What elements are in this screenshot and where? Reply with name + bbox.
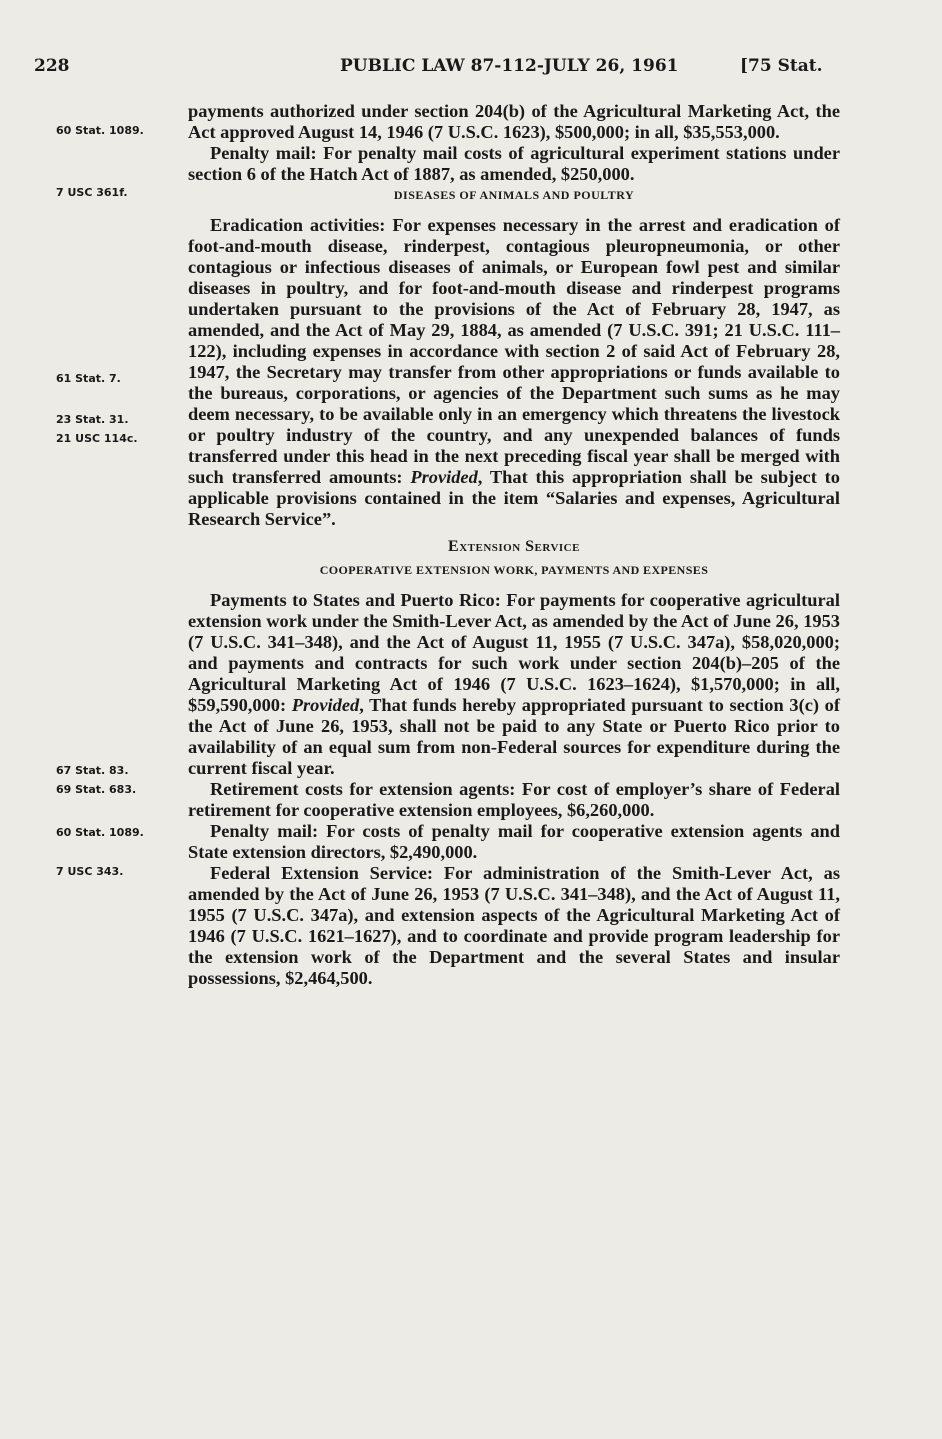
margin-note: 7 USC 361f. [56, 186, 128, 199]
provided-italic: Provided [291, 695, 360, 715]
margin-note: 61 Stat. 7. [56, 372, 121, 385]
paragraph-retirement-costs: Retirement costs for extension agents: For cost of employer’s share of Federal retirement for cooperative extension employees, $6,260,000. [188, 779, 840, 820]
margin-note: 69 Stat. 683. [56, 783, 137, 796]
page-header [0, 56, 942, 80]
body-text [188, 101, 840, 989]
statute-volume: [75 Stat. [740, 56, 823, 76]
payments-text-a: Payments to States and Puerto Rico: For payments for cooperative agricultural extension work under the Smith-Lever Act, as amended by the Act of June 26, 1953 (7 U.S.C. 341–348), and the Act of August 11, 1955 (7 U.S.C. 347a), $58,020,000; and payments and contracts for such work under section 204(b)–205 of the Agricultural Marketing Act of 1946 (7 U.S.C. 1623–1624), $1,570,000; in all, $59,590,000: [188, 590, 840, 715]
margin-note: 21 USC 114c. [56, 432, 138, 445]
page-number: 228 [34, 56, 70, 76]
eradication-text-a: Eradication activities: For expenses necessary in the arrest and eradication of foot-and-mouth disease, rinderpest, contagious pleuropneumonia, or other contagious or infectious diseases of animals, or European fowl pest and similar diseases in poultry, and for foot-and-mouth disease and rinderpest programs undertaken pursuant to the provisions of the Act of February 28, 1947, as amended, and the Act of May 29, 1884, as amended (7 U.S.C. 391; 21 U.S.C. 111–122), including expenses in accordance with section 2 of said Act of February 28, 1947, the Secretary may transfer from other appropriations or funds available to the bureaus, corporations, or agencies of the Department such sums as he may deem necessary, to be available only in an emergency which threatens the livestock or poultry industry of the country, and any unexpended balances of funds transferred under this head in the next preceding fiscal year shall be merged with such transferred amounts: [188, 215, 840, 487]
provided-italic: Provided [410, 467, 478, 487]
margin-note: 23 Stat. 31. [56, 413, 129, 426]
paragraph-federal-extension-service: Federal Extension Service: For administration of the Smith-Lever Act, as amended by the Act of June 26, 1953 (7 U.S.C. 341–348), and the Act of August 11, 1955 (7 U.S.C. 347a), and extension aspects of the Agricultural Marketing Act of 1946 (7 U.S.C. 1621–1627), and to coordinate and provide program leadership for the extension work of the Department and the several States and insular possessions, $2,464,500. [188, 863, 840, 988]
margin-note: 67 Stat. 83. [56, 764, 129, 777]
running-head: PUBLIC LAW 87-112-JULY 26, 1961 [340, 56, 679, 76]
paragraph-penalty-mail-experiment: Penalty mail: For penalty mail costs of agricultural experiment stations under section 6 of the Hatch Act of 1887, as amended, $250,000. [188, 143, 840, 184]
margin-note: 60 Stat. 1089. [56, 124, 144, 137]
paragraph-continuation: payments authorized under section 204(b) of the Agricultural Marketing Act, the Act approved August 14, 1946 (7 U.S.C. 1623), $500,000; in all, $35,553,000. [188, 101, 840, 142]
margin-note: 60 Stat. 1089. [56, 826, 144, 839]
paragraph-penalty-mail-extension: Penalty mail: For costs of penalty mail for cooperative extension agents and State extension directors, $2,490,000. [188, 821, 840, 862]
section-heading-extension-service: Extension Service [448, 538, 580, 555]
paragraph-eradication [188, 215, 840, 530]
payments-text-b: , That funds hereby appropriated pursuant to section 3(c) of the Act of June 26, 1953, shall not be paid to any State or Puerto Rico prior to availability of an equal sum from non-Federal sources for expenditure during the current fiscal year. [188, 695, 840, 778]
paragraph-payments-states [188, 590, 840, 779]
subheading-cooperative-extension: COOPERATIVE EXTENSION WORK, PAYMENTS AND EXPENSES [319, 563, 709, 577]
section-heading-diseases: DISEASES OF ANIMALS AND POULTRY [393, 188, 635, 202]
margin-note: 7 USC 343. [56, 865, 124, 878]
eradication-text-b: , That this appropriation shall be subject to applicable provisions contained in the item “Salaries and expenses, Agricultural Research Service”. [188, 467, 840, 529]
